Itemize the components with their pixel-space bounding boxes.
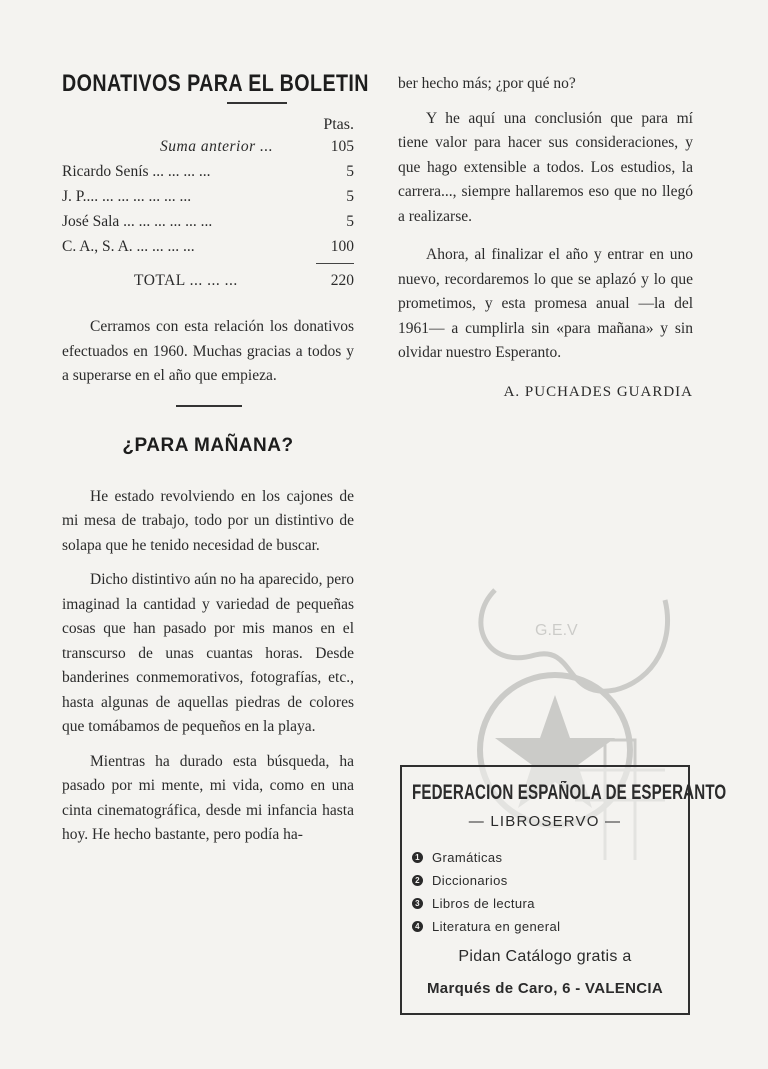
donation-label: José Sala ... ... ... ... ... ... <box>62 213 213 230</box>
article-paragraph: Dicho distintivo aún no ha aparecido, pero imaginad la cantidad y variedad de pequeñas cosas que han pasado por mis manos en el transcurso de unas cuantas horas. Desde banderines conmemorativos, fotografías, etc., hasta algunas de aquellas piedras de colores que tomábamos de pequeños en la playa. <box>62 571 354 735</box>
total-label: TOTAL ... ... ... <box>134 272 238 289</box>
donation-row <box>62 184 354 209</box>
donation-label: Suma anterior ... <box>160 138 274 155</box>
donation-row <box>62 134 354 159</box>
article-paragraph: Y he aquí una conclusión que para mí tiene valor para hacer sus consideraciones, y que hago extensible a todos. Los estudios, la carrera..., siempre hallaremos eso que no llegó a realizarse. <box>398 109 693 225</box>
list-item <box>412 846 688 869</box>
section-divider <box>176 405 242 407</box>
advert-title: FEDERACION ESPAÑOLA DE ESPERANTO <box>412 781 727 804</box>
donation-amount: 5 <box>346 213 354 230</box>
list-item-label: Literatura en general <box>432 919 561 934</box>
list-item-label: Gramáticas <box>432 850 503 865</box>
sum-divider <box>316 263 354 264</box>
donation-amount: 5 <box>346 163 354 180</box>
article-continuation: ber hecho más; ¿por qué no? <box>398 75 576 92</box>
list-item-label: Libros de lectura <box>432 896 535 911</box>
advert-subtitle: — LIBROSERVO — <box>468 813 622 830</box>
left-column <box>62 70 369 848</box>
list-item <box>412 892 688 915</box>
donation-total-row <box>62 268 354 293</box>
list-item-label: Diccionarios <box>432 873 508 888</box>
advert-list <box>412 846 688 938</box>
numbered-bullet-icon: 2 <box>412 875 423 886</box>
list-item <box>412 869 688 892</box>
watermark-letters: G.E.V <box>535 622 578 639</box>
article-paragraph: Ahora, al finalizar el año y entrar en uno nuevo, recordaremos lo que se aplazó y lo que prometimos, y esta promesa anual —la del 1961— a cumplirla sin «para mañana» y sin olvidar nuestro Esperanto. <box>398 246 693 361</box>
currency-label: Ptas. <box>323 116 354 133</box>
donation-row <box>62 234 354 259</box>
advert-catalog-line: Pidan Catálogo gratis a <box>458 948 632 965</box>
numbered-bullet-icon: 1 <box>412 852 423 863</box>
advert-address: Marqués de Caro, 6 - VALENCIA <box>427 980 663 997</box>
article-title: ¿PARA MAÑANA? <box>122 434 294 456</box>
donation-amount: 5 <box>346 188 354 205</box>
article-author: A. PUCHADES GUARDIA <box>503 383 693 400</box>
libroservo-advert <box>400 765 727 1015</box>
donation-label: J. P.... ... ... ... ... ... ... <box>62 188 192 205</box>
total-amount: 220 <box>330 272 354 289</box>
donation-amount: 100 <box>330 238 354 255</box>
donations-closing: Cerramos con esta relación los donativos efectuados en 1960. Muchas gracias a todos y a superarse en el año que empieza. <box>62 318 354 384</box>
article-paragraph: He estado revolviendo en los cajones de mi mesa de trabajo, todo por un distintivo de solapa que he tenido necesidad de buscar. <box>62 487 354 554</box>
numbered-bullet-icon: 3 <box>412 898 423 909</box>
donation-row <box>62 209 354 234</box>
right-column <box>398 72 693 401</box>
donation-label: C. A., S. A. ... ... ... ... <box>62 238 195 255</box>
donation-label: Ricardo Senís ... ... ... ... <box>62 163 211 180</box>
article-paragraph: Mientras ha durado esta búsqueda, ha pasado por mi mente, mi vida, como en una cinta cinematográfica, desde mi infancia hasta hoy. He hecho bastante, pero podía ha- <box>62 752 354 843</box>
donation-amount: 105 <box>330 138 354 155</box>
list-item <box>412 915 688 938</box>
donations-title: DONATIVOS PARA EL BOLETIN <box>62 70 369 97</box>
title-divider <box>227 102 287 104</box>
numbered-bullet-icon: 4 <box>412 921 423 932</box>
donation-row <box>62 159 354 184</box>
